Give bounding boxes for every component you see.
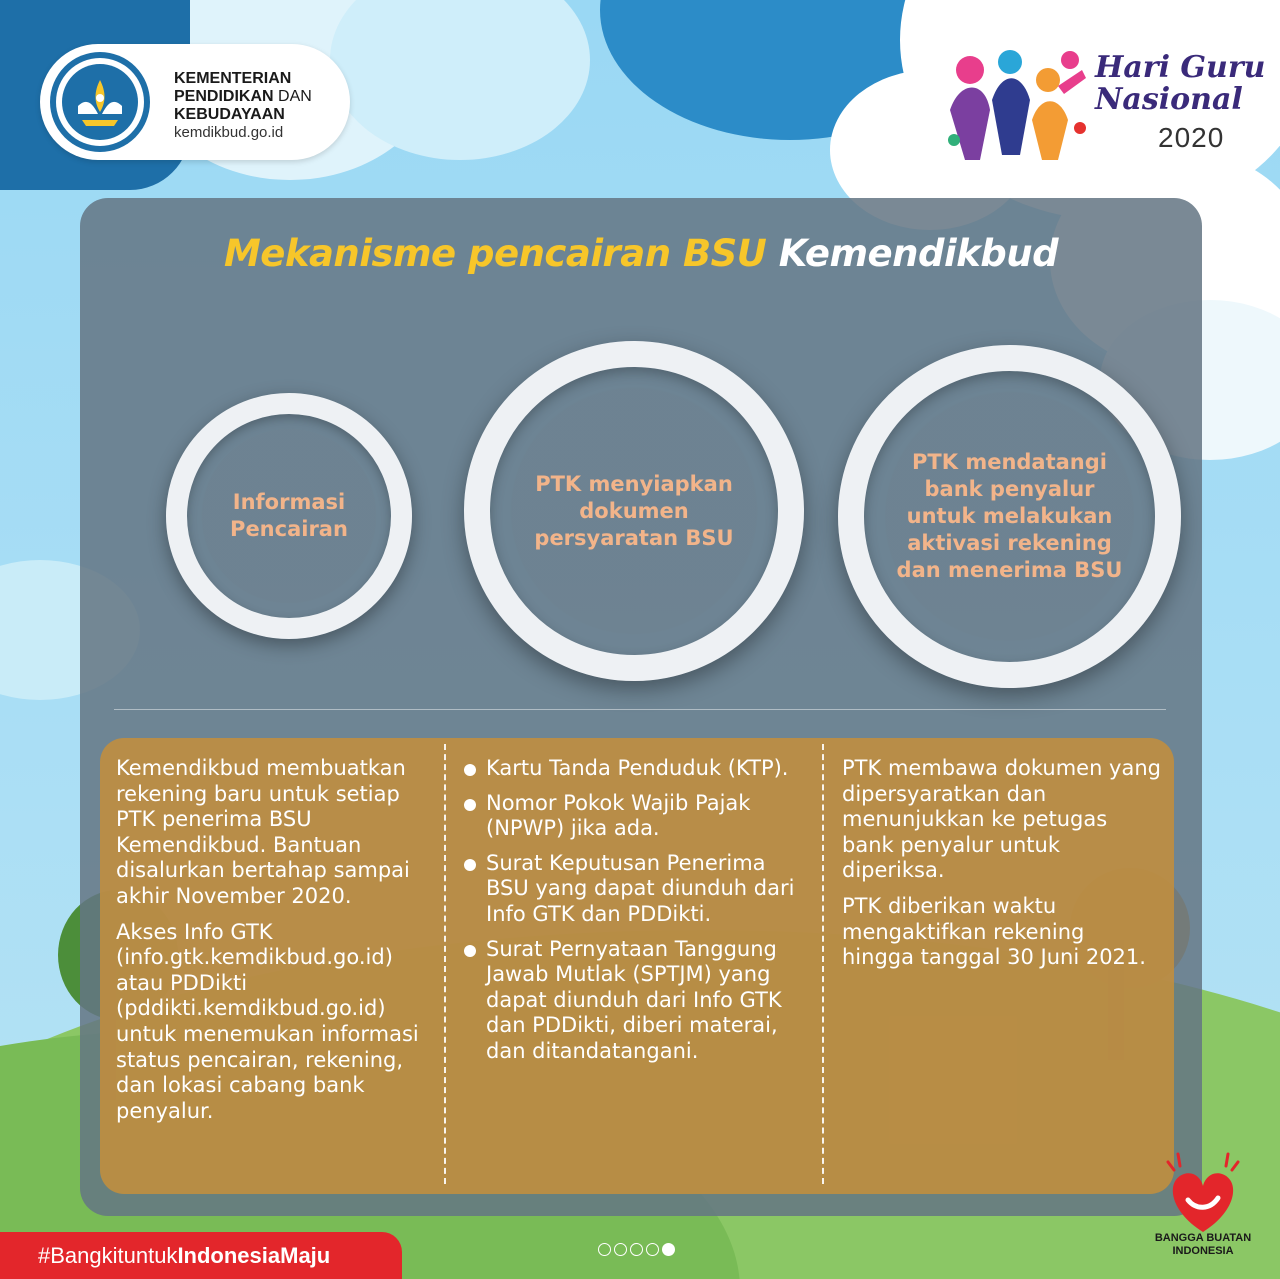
column-separator — [444, 744, 446, 1184]
tut-wuri-handayani-emblem-icon — [48, 50, 152, 154]
details-column-right — [842, 756, 1162, 981]
ministry-name — [174, 70, 312, 124]
page-dot[interactable] — [630, 1243, 643, 1256]
details-paragraph: Kemendikbud membuatkan rekening baru untuk setiap PTK penerima BSU Kemendikbud. Bantuan disalurkan bertahap sampai akhir November 2020. — [116, 756, 410, 908]
page-dot[interactable] — [614, 1243, 627, 1256]
hari-guru-people-logo-icon — [940, 40, 1090, 170]
details-paragraph: PTK membawa dokumen yang dipersyaratkan dan menunjukkan ke petugas bank penyalur untuk diperiksa. — [842, 756, 1161, 883]
step-circle-3 — [838, 345, 1181, 688]
details-paragraph: Akses Info GTK (info.gtk.kemdikbud.go.id) atau PDDikti (pddikti.kemdikbud.go.id) untuk menemukan informasi status pencairan, rekening, dan lokasi cabang bank penyalur. — [116, 919, 419, 1123]
ministry-name-line: PENDIDIKAN — [174, 88, 274, 105]
badge-line: BANGGA BUATAN — [1154, 1232, 1252, 1244]
column-separator — [822, 744, 824, 1184]
badge-line: INDONESIA — [1172, 1245, 1234, 1257]
ministry-name-line: KEBUDAYAAN — [174, 106, 285, 123]
section-divider — [114, 709, 1166, 710]
list-item: Kartu Tanda Penduduk (KTP). — [462, 756, 814, 782]
ministry-website: kemdikbud.go.id — [174, 124, 284, 141]
hari-guru-year: 2020 — [1158, 122, 1225, 153]
step-circle-1 — [166, 393, 412, 639]
page-title — [80, 232, 1202, 275]
details-column-left — [116, 756, 426, 1134]
hari-guru-title-line: Nasional — [1095, 82, 1243, 117]
bangga-buatan-indonesia-heart-icon — [1148, 1140, 1258, 1279]
ministry-name-line: DAN — [278, 88, 312, 105]
ministry-name-line: KEMENTERIAN — [174, 70, 292, 87]
step-label: PTK menyiapkan dokumen persyaratan BSU — [534, 471, 734, 550]
hashtag-bold: IndonesiaMaju — [177, 1242, 331, 1268]
list-item: Nomor Pokok Wajib Pajak (NPWP) jika ada. — [462, 791, 814, 842]
bangga-buatan-indonesia-label — [1148, 1232, 1258, 1258]
page-dot-active[interactable] — [662, 1243, 675, 1256]
step-circle-2 — [464, 341, 804, 681]
list-item: Surat Keputusan Penerima BSU yang dapat diunduh dari Info GTK dan PDDikti. — [462, 851, 814, 928]
step-label: Informasi Pencairan — [230, 490, 348, 541]
list-item: Surat Pernyataan Tanggung Jawab Mutlak (SPTJM) yang dapat diunduh dari Info GTK dan PDDikti, diberi materai, dan ditandatangani. — [462, 937, 814, 1065]
step-label: PTK mendatangi bank penyalur untuk melakukan aktivasi rekening dan menerima BSU — [896, 450, 1123, 582]
hashtag-banner — [0, 1232, 402, 1279]
carousel-pagination — [598, 1243, 675, 1256]
hari-guru-title-line: Hari Guru — [1095, 50, 1266, 85]
details-paragraph: PTK diberikan waktu mengaktifkan rekening hingga tanggal 30 Juni 2021. — [842, 893, 1146, 970]
page-dot[interactable] — [598, 1243, 611, 1256]
details-column-middle — [462, 756, 814, 1074]
page-title-rest: Kemendikbud — [778, 232, 1059, 275]
document-requirements-list — [462, 756, 814, 1065]
page-dot[interactable] — [646, 1243, 659, 1256]
page-title-highlight: Mekanisme pencairan BSU — [223, 232, 767, 275]
hashtag-prefix: #Bangkituntuk — [38, 1242, 178, 1268]
hari-guru-title — [1095, 52, 1265, 116]
